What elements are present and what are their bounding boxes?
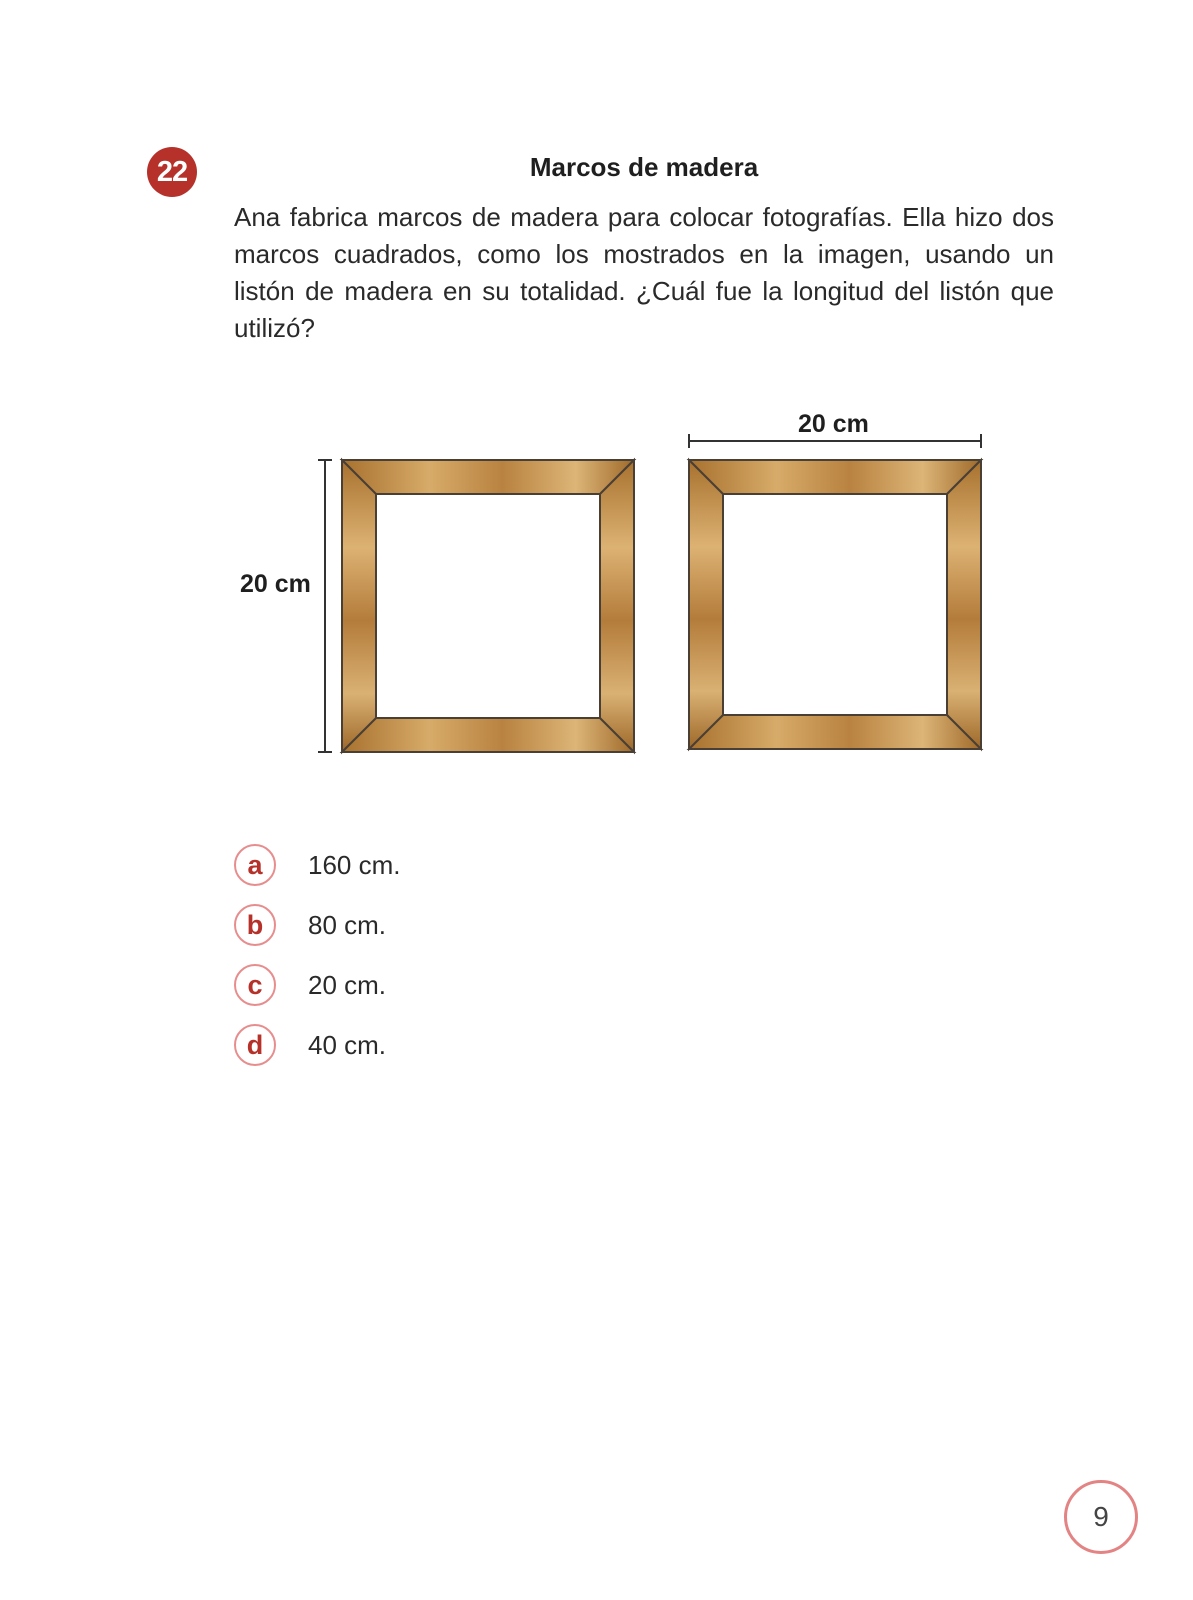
height-dimension-line: [318, 460, 332, 752]
question-title: Marcos de madera: [529, 152, 759, 182]
frames-figure: [230, 400, 1020, 780]
left-wooden-frame: [342, 460, 634, 752]
question-text: Ana fabrica marcos de madera para colocar fotografías. Ella hizo dos marcos cuadrados, como los mostrados en la imagen, usando un listón de madera en su totalidad. ¿Cuál fue la longitud del listón que utilizó?: [234, 202, 1054, 343]
option-d-text: 40 cm.: [308, 1029, 387, 1060]
page-number: 9: [1064, 1480, 1138, 1554]
option-c-letter[interactable]: c: [234, 964, 276, 1006]
frames-illustration: [230, 400, 1020, 780]
option-c-text: 20 cm.: [308, 969, 387, 1000]
question-number-badge: 22: [147, 147, 197, 197]
option-d[interactable]: [234, 1022, 401, 1068]
height-dimension-label: 20 cm: [240, 570, 311, 598]
option-a[interactable]: [234, 842, 401, 888]
right-wooden-frame: [689, 460, 981, 749]
answer-options: [234, 842, 401, 1082]
option-d-letter[interactable]: d: [234, 1024, 276, 1066]
option-a-letter[interactable]: a: [234, 844, 276, 886]
option-b-text: 80 cm.: [308, 909, 387, 940]
width-dimension-label: 20 cm: [798, 410, 869, 438]
option-c[interactable]: [234, 962, 401, 1008]
option-b-letter[interactable]: b: [234, 904, 276, 946]
option-b[interactable]: [234, 902, 401, 948]
option-a-text: 160 cm.: [308, 849, 401, 880]
